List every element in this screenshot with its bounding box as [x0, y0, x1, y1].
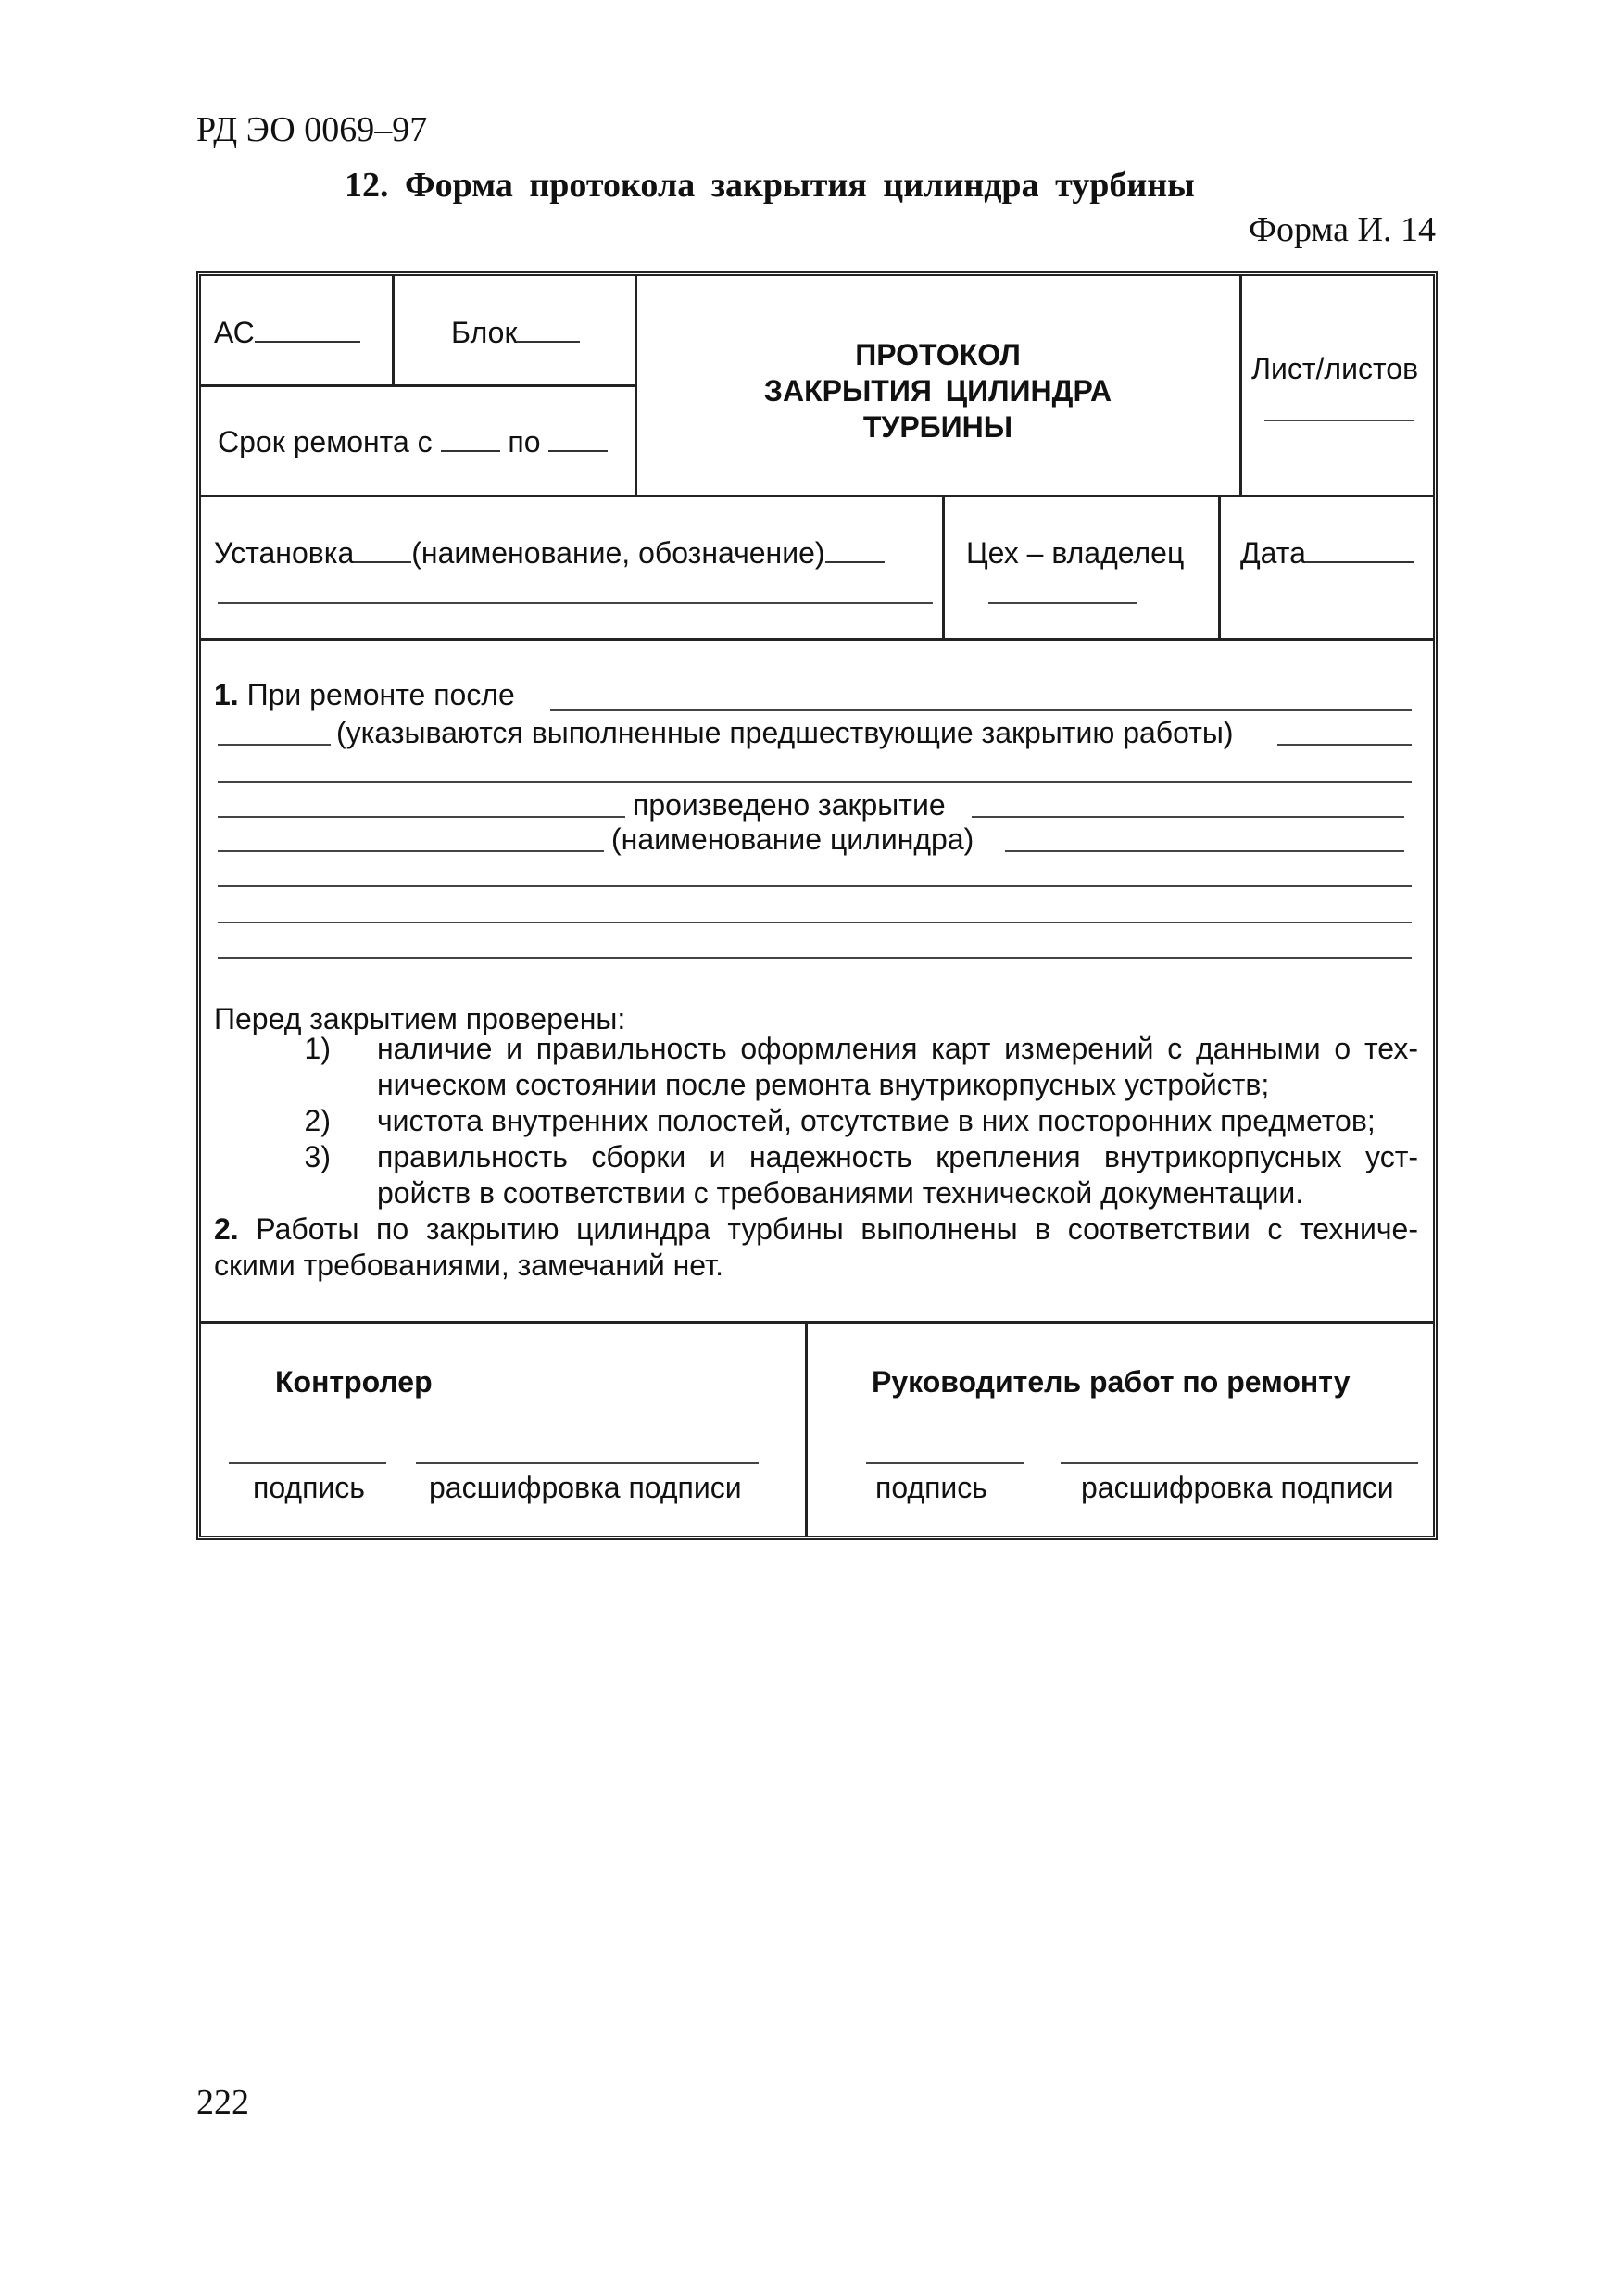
divider-signatures — [805, 1322, 808, 1536]
document-title: 12. Форма протокола закрытия цилиндра турбины — [345, 166, 1195, 205]
repair-head-signature-line[interactable] — [866, 1462, 1024, 1464]
install-label: Установка — [214, 536, 355, 570]
owner-blank[interactable] — [988, 602, 1137, 604]
divider-top-row — [201, 495, 1433, 497]
check-3-text — [377, 1139, 1418, 1211]
check-3-line-2: ройств в соответствии с требованиями технической документации. — [377, 1176, 1304, 1210]
check-item-2 — [294, 1103, 1418, 1139]
notes-line-1[interactable] — [218, 885, 1412, 887]
checked-intro: Перед закрытием проверены: — [214, 1002, 626, 1035]
check-2-number: 2) — [304, 1104, 331, 1137]
repair-to-blank[interactable] — [548, 430, 608, 452]
check-item-1 — [294, 1031, 1418, 1103]
divider-signature-row — [201, 1321, 1433, 1324]
cylinder-blank-right[interactable] — [1005, 850, 1404, 852]
divider-install-row — [201, 638, 1433, 641]
block-field[interactable] — [451, 318, 580, 347]
install-blank-1[interactable] — [354, 541, 411, 563]
check-1-number: 1) — [304, 1032, 331, 1065]
cylinder-blank-left[interactable] — [218, 850, 604, 852]
check-1-line-2: ническом состоянии после ремонта внутрикорпусных устройств; — [377, 1068, 1270, 1101]
item-2-text-1: Работы по закрытию цилиндра турбины выполнены в соответствии с техниче- — [256, 1212, 1418, 1246]
cylinder-hint: (наименование цилиндра) — [611, 822, 974, 856]
install-blank-2[interactable] — [825, 541, 885, 563]
controller-decode-label: расшифровка подписи — [429, 1471, 742, 1504]
closure-done-text: произведено закрытие — [633, 788, 946, 822]
protocol-title-line-3: ТУРБИНЫ — [862, 410, 1013, 444]
sheets-blank[interactable] — [1264, 420, 1414, 421]
repair-head-sign-label: подпись — [875, 1471, 987, 1504]
page-number: 222 — [196, 2083, 249, 2122]
install-hint: (наименование, обозначение) — [411, 536, 825, 570]
repair-to-label: по — [508, 425, 541, 458]
install-blank-line[interactable] — [218, 602, 933, 604]
repair-period-field[interactable] — [218, 427, 608, 457]
protocol-title — [636, 337, 1239, 445]
check-1-line-1: наличие и правильность оформления карт измерений с данными о тех- — [377, 1032, 1418, 1065]
check-1-text — [377, 1031, 1418, 1103]
item-1-number: 1. — [214, 678, 239, 711]
works-blank-right[interactable] — [1277, 744, 1412, 746]
item-2 — [214, 1211, 1418, 1284]
check-item-3 — [294, 1139, 1418, 1211]
closure-blank-right[interactable] — [972, 816, 1404, 818]
item-2-line-1 — [214, 1211, 1418, 1248]
works-blank-left[interactable] — [218, 744, 331, 746]
works-hint: (указываются выполненные предшествующие закрытию работы) — [336, 716, 1234, 749]
repair-head-decode-label: расшифровка подписи — [1081, 1471, 1394, 1504]
date-field[interactable] — [1240, 538, 1414, 568]
check-2-line-1: чистота внутренних полостей, отсутствие в них посторонних предметов; — [377, 1104, 1376, 1137]
divider-date-left — [1218, 496, 1221, 640]
as-blank[interactable] — [255, 320, 360, 343]
owner-label: Цех – владелец — [966, 536, 1185, 570]
divider-title-right — [1239, 276, 1242, 496]
controller-decode-line[interactable] — [416, 1462, 759, 1464]
date-label: Дата — [1240, 536, 1306, 570]
check-3-number: 3) — [304, 1140, 331, 1173]
repair-head-title: Руководитель работ по ремонту — [872, 1365, 1351, 1399]
document-code: РД ЭО 0069–97 — [196, 110, 428, 149]
repair-from-label: Срок ремонта с — [218, 425, 433, 458]
notes-line-2[interactable] — [218, 922, 1412, 923]
notes-line-3[interactable] — [218, 957, 1412, 959]
as-field[interactable] — [214, 318, 360, 347]
item-1-text: При ремонте после — [246, 678, 515, 711]
protocol-title-line-2: ЗАКРЫТИЯ ЦИЛИНДРА — [763, 374, 1112, 408]
repair-from-blank[interactable] — [441, 430, 500, 452]
controller-signature-line[interactable] — [229, 1462, 386, 1464]
sheets-label: Лист/листов — [1251, 352, 1419, 385]
repair-head-decode-line[interactable] — [1061, 1462, 1418, 1464]
block-blank[interactable] — [517, 320, 580, 343]
divider-as-vertical — [392, 276, 395, 386]
divider-owner-left — [942, 496, 945, 640]
controller-sign-label: подпись — [253, 1471, 365, 1504]
block-label: Блок — [451, 316, 518, 349]
item-1-row — [214, 680, 515, 709]
item-1-blank[interactable] — [550, 709, 1412, 711]
install-field[interactable] — [214, 538, 885, 568]
check-2-text — [377, 1103, 1418, 1139]
as-label: АС — [214, 316, 255, 349]
protocol-title-line-1: ПРОТОКОЛ — [855, 338, 1021, 371]
item-2-number: 2. — [214, 1212, 239, 1246]
works-line[interactable] — [218, 781, 1412, 783]
controller-title: Контролер — [275, 1365, 433, 1399]
item-2-text-2: скими требованиями, замечаний нет. — [214, 1248, 724, 1282]
protocol-form — [196, 271, 1438, 1540]
date-blank[interactable] — [1306, 541, 1414, 563]
check-3-line-1: правильность сборки и надежность крепления внутрикорпусных уст- — [377, 1140, 1418, 1173]
divider-as-block — [201, 384, 636, 387]
form-number: Форма И. 14 — [1248, 210, 1436, 249]
closure-blank-left[interactable] — [218, 816, 625, 818]
